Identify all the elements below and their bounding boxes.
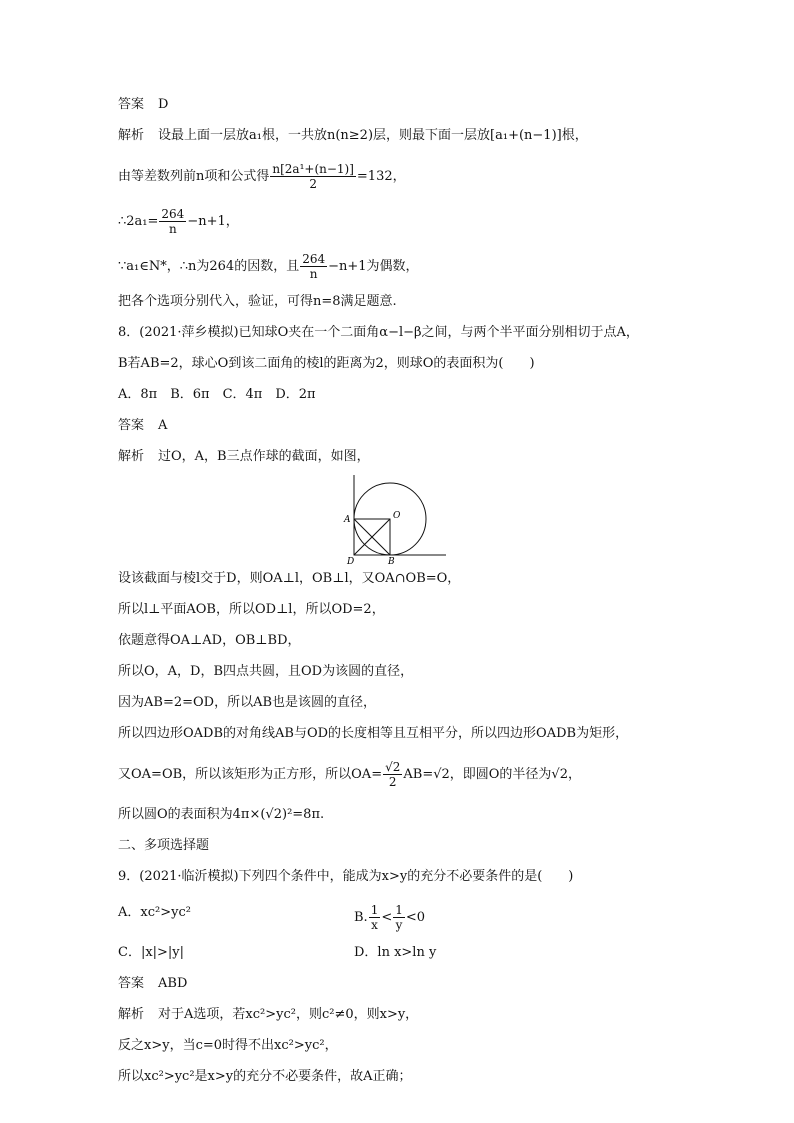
q8-stem-line-2: B若AB=2，球心O到该二面角的棱l的距离为2，则球O的表面积为( ) [118,356,535,371]
q9-analysis-line-2: 反之x>y，当c=0时得不出xc²>yc²， [118,1038,338,1053]
q9-options-row-1 [118,903,678,932]
fraction-denominator: n [309,267,318,281]
q9-fraction-1-y [393,903,405,932]
q7-l2-post: =132， [356,169,406,184]
q9-option-d: D．ln x>ln y [354,945,437,960]
fraction-denominator: y [395,918,403,932]
sphere-cross-section-figure [344,473,450,567]
q8-analysis-line-9: 所以圆O的表面积为4π×(√2)²=8π. [118,807,325,822]
q7-analysis-line-5: 把各个选项分别代入，验证，可得n=8满足题意. [118,294,397,309]
q8-analysis-line-5: 所以O，A，D，B四点共圆，且OD为该圆的直径， [118,664,414,679]
q8-analysis-line-7: 所以四边形OADB的对角线AB与OD的长度相等且互相平分，所以四边形OADB为矩形， [118,726,629,741]
q8-analysis-line-4: 依题意得OA⊥AD，OB⊥BD， [118,633,301,648]
q9-optb-mid: < [381,910,393,925]
q9-optb-pre: B. [354,910,368,925]
label-point-o: O [393,511,401,521]
q7-fraction-264-n [159,207,186,236]
q8-options: A．8π B．6π C．4π D．2π [118,387,316,402]
q7-l4-post: −n+1为偶数， [328,259,419,274]
q9-fraction-1-x [369,903,381,932]
q7-sum-fraction [270,162,356,191]
q7-l2-pre: 由等差数列前n项和公式得 [118,169,270,184]
section-title: 二、多项选择题 [118,838,210,853]
fraction-denominator: 2 [388,775,397,789]
q8-answer-line [118,416,678,436]
answer-label: 答案 [118,97,145,112]
fraction-numerator: 1 [395,903,403,917]
answer-label: 答案 [118,418,145,433]
q8-analysis-line-6: 因为AB=2=OD，所以AB也是该圆的直径， [118,695,377,710]
q9-optb-post: <0 [405,910,426,925]
q9-analysis-line-1 [118,1005,678,1025]
q7-analysis-text-1: 设最上面一层放a₁根，一共放n(n≥2)层，则最下面一层放[a₁+(n−1)]根， [158,128,588,143]
fraction-numerator: 264 [302,252,326,266]
fraction-denominator: n [168,222,177,236]
q8-analysis-line-3: 所以l⊥平面AOB，所以OD⊥l，所以OD=2， [118,602,385,617]
q9-option-c: C．|x|>|y| [118,945,185,960]
q8-analysis-text-1: 过O，A，B三点作球的截面，如图， [158,449,370,464]
q9-analysis-text-1: 对于A选项，若xc²>yc²，则c²≠0，则x>y， [158,1007,419,1022]
q9-analysis-line-3: 所以xc²>yc²是x>y的充分不必要条件，故A正确； [118,1069,412,1084]
q9-answer-line [118,974,678,994]
q7-analysis-line-3 [118,207,678,236]
q8-sqrt2-over-2 [383,760,402,789]
q7-analysis-line-2 [118,162,678,191]
answer-value: A [158,418,168,433]
q8-a8-post: AB=√2，即圆O的半径为√2， [403,767,581,782]
q8-stem-line-1: 8．(2021·萍乡模拟)已知球O夹在一个二面角α−l−β之间，与两个半平面分别相切于点A， [118,325,639,340]
analysis-label: 解析 [118,1007,145,1022]
fraction-numerator: √2 [385,760,401,774]
q7-answer-line [118,95,678,115]
q9-stem: 9．(2021·临沂模拟)下列四个条件中，能成为x>y的充分不必要条件的是( ) [118,869,574,884]
fraction-denominator: 2 [309,177,317,191]
fraction-numerator: n[2a¹+(n−1)] [272,162,354,176]
label-point-d: D [347,557,355,567]
q8-analysis-line-8 [118,760,678,789]
q7-fraction-264-n-2 [300,252,327,281]
label-point-b: B [388,557,395,567]
answer-value: D [158,97,169,112]
fraction-denominator: x [371,918,378,932]
q7-analysis-line-1 [118,126,678,146]
fraction-numerator: 1 [370,903,379,917]
analysis-label: 解析 [118,128,145,143]
q9-options-row-2 [118,943,678,963]
q9-option-a: A．xc²>yc² [118,905,191,920]
q8-analysis-line-1 [118,447,678,467]
analysis-label: 解析 [118,449,145,464]
q7-l3-pre: ∴2a₁= [118,214,159,229]
q8-a8-pre: 又OA=OB，所以该矩形为正方形，所以OA= [118,767,383,782]
answer-value: ABD [158,976,188,991]
q9-option-b [354,903,425,932]
sphere-cross-section-diagram [344,473,450,567]
label-point-a: A [344,515,351,525]
document-content [118,95,678,1087]
q8-analysis-line-2: 设该截面与棱l交于D，则OA⊥l，OB⊥l，又OA∩OB=O， [118,571,461,586]
q7-l3-post: −n+1， [187,214,239,229]
q7-l4-pre: ∵a₁∈N*，∴n为264的因数，且 [118,259,300,274]
q7-analysis-line-4 [118,252,678,281]
fraction-numerator: 264 [161,207,185,221]
answer-label: 答案 [118,976,145,991]
